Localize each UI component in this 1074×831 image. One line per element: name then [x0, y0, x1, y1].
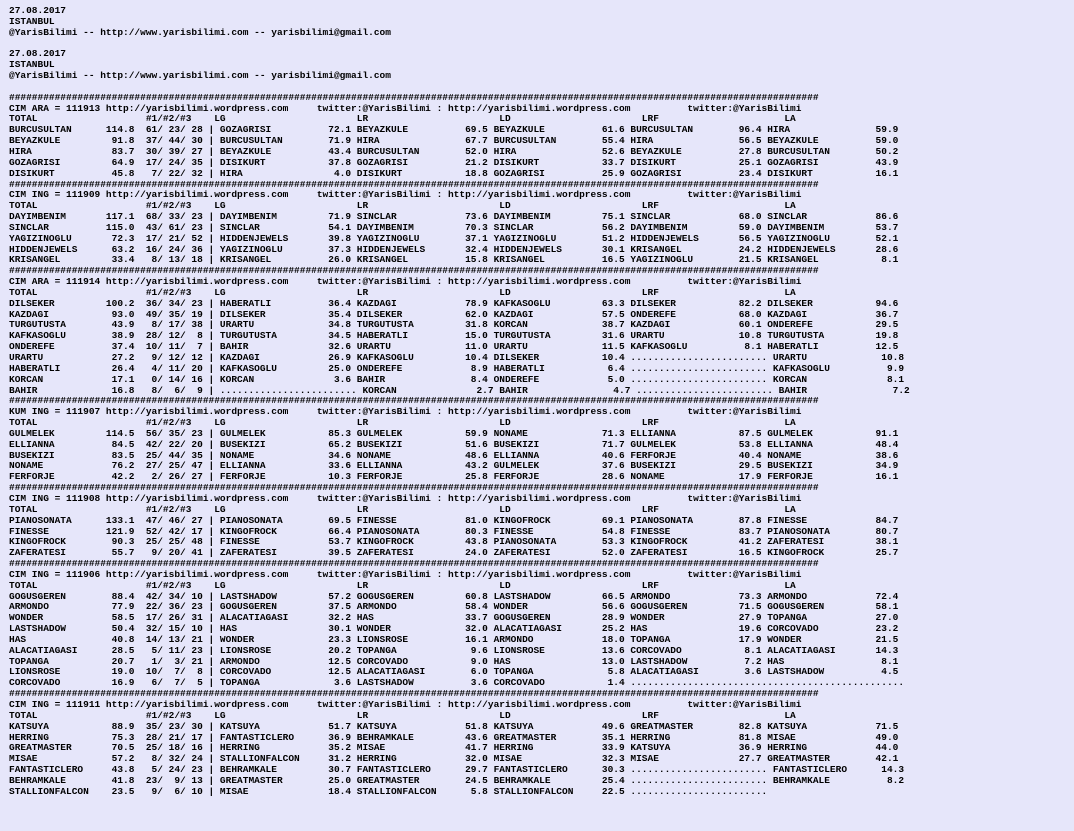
race-block: [9, 483, 1074, 559]
column-header: TOTAL #1/#2/#3 LG LR LD LRF LA: [9, 417, 796, 429]
table-row: PIANOSONATA 133.1 47/ 46/ 27 | PIANOSONATA 69.5 FINESSE 81.0 KINGOFROCK 69.1 PIANOSONATA 87.8 FINESSE 84.7: [9, 514, 899, 526]
table-row: FINESSE 121.9 52/ 42/ 17 | KINGOFROCK 66.4 PIANOSONATA 80.3 FINESSE 54.8 FINESSE 83.7 PIANOSONATA 80.7: [9, 525, 899, 537]
table-row: KAZDAGI 93.0 49/ 35/ 19 | DILSEKER 35.4 DILSEKER 62.0 KAZDAGI 57.5 ONDEREFE 68.0 KAZDAGI 36.7: [9, 308, 899, 320]
column-header: TOTAL #1/#2/#3 LG LR LD LRF LA: [9, 200, 796, 212]
table-row: STALLIONFALCON 23.5 9/ 6/ 10 | MISAE 18.4 STALLIONFALCON 5.8 STALLIONFALCON 22.5 ........................: [9, 785, 768, 797]
table-row: ONDEREFE 37.4 10/ 11/ 7 | BAHIR 32.6 URARTU 11.0 URARTU 11.5 KAFKASOGLU 8.1 HABERATLI 12.5: [9, 341, 899, 353]
table-row: HERRING 75.3 28/ 21/ 17 | FANTASTICLERO 36.9 BEHRAMKALE 43.6 GREATMASTER 35.1 HERRING 81.8 MISAE 49.0: [9, 731, 899, 743]
contact-line: @YarisBilimi -- http://www.yarisbilimi.com -- yarisbilimi@gmail.com: [9, 26, 391, 38]
separator-line: ##############################################################################################################################################: [9, 265, 819, 277]
column-header: TOTAL #1/#2/#3 LG LR LD LRF LA: [9, 113, 796, 125]
table-row: SINCLAR 115.0 43/ 61/ 23 | SINCLAR 54.1 DAYIMBENIM 70.3 SINCLAR 56.2 DAYIMBENIM 59.0 DAYIMBENIM 53.7: [9, 221, 899, 233]
table-row: ALACATIAGASI 28.5 5/ 11/ 23 | LIONSROSE 20.2 TOPANGA 9.6 LIONSROSE 13.6 CORCOVADO 8.1 ALACATIAGASI 14.3: [9, 644, 899, 656]
table-row: FANTASTICLERO 43.8 5/ 24/ 23 | BEHRAMKALE 30.7 FANTASTICLERO 29.7 FANTASTICLERO 30.3 ........................ FANTASTICLERO 14.3: [9, 764, 905, 776]
city-line: ISTANBUL: [9, 15, 55, 27]
race-title: CIM ING = 111908 http://yarisbilimi.wordpress.com twitter:@YarisBilimi : http://yarisbilimi.wordpress.com twitter:@YarisBilimi: [9, 492, 802, 504]
race-list: [9, 93, 1074, 798]
race-title: KUM ING = 111907 http://yarisbilimi.wordpress.com twitter:@YarisBilimi : http://yarisbilimi.wordpress.com twitter:@YarisBilimi: [9, 406, 802, 418]
table-row: BUSEKIZI 83.5 25/ 44/ 35 | NONAME 34.6 NONAME 48.6 ELLIANNA 40.6 FERFORJE 40.4 NONAME 38.6: [9, 449, 899, 461]
table-row: NONAME 76.2 27/ 25/ 47 | ELLIANNA 33.6 ELLIANNA 43.2 GULMELEK 37.6 BUSEKIZI 29.5 BUSEKIZI 34.9: [9, 460, 899, 472]
table-row: BURCUSULTAN 114.8 61/ 23/ 28 | GOZAGRISI 72.1 BEYAZKULE 69.5 BEYAZKULE 61.6 BURCUSULTAN 96.4 HIRA 59.9: [9, 124, 899, 136]
city-line: ISTANBUL: [9, 59, 55, 71]
race-block: [9, 559, 1074, 689]
column-header: TOTAL #1/#2/#3 LG LR LD LRF LA: [9, 709, 796, 721]
table-row: KRISANGEL 33.4 8/ 13/ 18 | KRISANGEL 26.0 KRISANGEL 15.8 KRISANGEL 16.5 YAGIZINOGLU 21.5 KRISANGEL 8.1: [9, 254, 899, 266]
race-title: CIM ING = 111906 http://yarisbilimi.wordpress.com twitter:@YarisBilimi : http://yarisbilimi.wordpress.com twitter:@YarisBilimi: [9, 568, 802, 580]
separator-line: ##############################################################################################################################################: [9, 91, 819, 103]
column-header: TOTAL #1/#2/#3 LG LR LD LRF LA: [9, 579, 796, 591]
separator-line: ##############################################################################################################################################: [9, 395, 819, 407]
table-row: DISIKURT 45.8 7/ 22/ 32 | HIRA 4.0 DISIKURT 18.8 GOZAGRISI 25.9 GOZAGRISI 23.4 DISIKURT 16.1: [9, 167, 899, 179]
table-row: YAGIZINOGLU 72.3 17/ 21/ 52 | HIDDENJEWELS 39.8 YAGIZINOGLU 37.1 YAGIZINOGLU 51.2 HIDDENJEWELS 56.5 YAGIZINOGLU 52.1: [9, 232, 899, 244]
table-row: HIDDENJEWELS 63.2 16/ 24/ 36 | YAGIZINOGLU 37.3 HIDDENJEWELS 32.4 HIDDENJEWELS 30.1 KRISANGEL 24.2 HIDDENJEWELS 28.6: [9, 243, 899, 255]
table-row: MISAE 57.2 8/ 32/ 24 | STALLIONFALCON 31.2 HERRING 32.0 MISAE 32.3 MISAE 27.7 GREATMASTER 42.1: [9, 753, 899, 765]
table-row: DAYIMBENIM 117.1 68/ 33/ 23 | DAYIMBENIM 71.9 SINCLAR 73.6 DAYIMBENIM 75.1 SINCLAR 68.0 SINCLAR 86.6: [9, 211, 899, 223]
race-block: [9, 689, 1074, 797]
separator-line: ##############################################################################################################################################: [9, 178, 819, 190]
table-row: TURGUTUSTA 43.9 8/ 17/ 38 | URARTU 34.8 TURGUTUSTA 31.8 KORCAN 38.7 KAZDAGI 60.1 ONDEREFE 29.5: [9, 319, 899, 331]
race-title: CIM ARA = 111914 http://yarisbilimi.wordpress.com twitter:@YarisBilimi : http://yarisbilimi.wordpress.com twitter:@YarisBilimi: [9, 276, 802, 288]
separator-line: ##############################################################################################################################################: [9, 482, 819, 494]
race-title: CIM ING = 111909 http://yarisbilimi.wordpress.com twitter:@YarisBilimi : http://yarisbilimi.wordpress.com twitter:@YarisBilimi: [9, 189, 802, 201]
table-row: GREATMASTER 70.5 25/ 18/ 16 | HERRING 35.2 MISAE 41.7 HERRING 33.9 KATSUYA 36.9 HERRING 44.0: [9, 742, 899, 754]
race-block: [9, 180, 1074, 267]
date-line: 27.08.2017: [9, 48, 67, 60]
table-row: HABERATLI 26.4 4/ 11/ 20 | KAFKASOGLU 25.0 ONDEREFE 8.9 HABERATLI 6.4 ........................ KAFKASOGLU 9.9: [9, 362, 905, 374]
table-row: KAFKASOGLU 38.9 28/ 12/ 8 | TURGUTUSTA 34.5 HABERATLI 15.0 TURGUTUSTA 31.6 URARTU 10.8 TURGUTUSTA 19.8: [9, 330, 899, 342]
table-row: FERFORJE 42.2 2/ 26/ 27 | FERFORJE 10.3 FERFORJE 25.8 FERFORJE 28.6 NONAME 17.9 FERFORJE 16.1: [9, 471, 899, 483]
header-block: [9, 6, 1074, 39]
table-row: GOGUSGEREN 88.4 42/ 34/ 10 | LASTSHADOW 57.2 GOGUSGEREN 60.8 LASTSHADOW 66.5 ARMONDO 73.3 ARMONDO 72.4: [9, 590, 899, 602]
separator-line: ##############################################################################################################################################: [9, 558, 819, 570]
table-row: URARTU 27.2 9/ 12/ 12 | KAZDAGI 26.9 KAFKASOGLU 10.4 DILSEKER 10.4 ........................ URARTU 10.8: [9, 352, 905, 363]
header-block: [9, 49, 1074, 82]
table-row: TOPANGA 20.7 1/ 3/ 21 | ARMONDO 12.5 CORCOVADO 9.0 HAS 13.0 LASTSHADOW 7.2 HAS 8.1: [9, 655, 899, 667]
date-line: 27.08.2017: [9, 5, 67, 16]
race-block: [9, 266, 1074, 396]
table-row: BEYAZKULE 91.8 37/ 44/ 30 | BURCUSULTAN 71.9 HIRA 67.7 BURCUSULTAN 55.4 HIRA 56.5 BEYAZKULE 59.0: [9, 135, 899, 147]
table-row: LIONSROSE 19.0 10/ 7/ 8 | CORCOVADO 12.5 ALACATIAGASI 6.0 TOPANGA 5.8 ALACATIAGASI 3.6 LASTSHADOW 4.5: [9, 666, 899, 678]
table-row: WONDER 58.5 17/ 26/ 31 | ALACATIAGASI 32.2 HAS 33.7 GOGUSGEREN 28.9 WONDER 27.9 TOPANGA 27.0: [9, 612, 899, 624]
column-header: TOTAL #1/#2/#3 LG LR LD LRF LA: [9, 503, 796, 515]
table-row: HAS 40.8 14/ 13/ 21 | WONDER 23.3 LIONSROSE 16.1 ARMONDO 18.0 TOPANGA 17.9 WONDER 21.5: [9, 633, 899, 645]
table-row: HIRA 83.7 30/ 39/ 27 | BEYAZKULE 43.4 BURCUSULTAN 52.0 HIRA 52.6 BEYAZKULE 27.8 BURCUSULTAN 50.2: [9, 145, 899, 157]
race-block: [9, 93, 1074, 180]
table-row: CORCOVADO 16.9 6/ 7/ 5 | TOPANGA 3.6 LASTSHADOW 3.6 CORCOVADO 1.4 ................................................: [9, 677, 905, 689]
race-title: CIM ING = 111911 http://yarisbilimi.wordpress.com twitter:@YarisBilimi : http://yarisbilimi.wordpress.com twitter:@YarisBilimi: [9, 699, 802, 710]
table-row: KATSUYA 88.9 35/ 23/ 30 | KATSUYA 51.7 KATSUYA 51.8 KATSUYA 49.6 GREATMASTER 82.8 KATSUYA 71.5: [9, 720, 899, 732]
table-row: LASTSHADOW 50.4 32/ 15/ 10 | HAS 30.1 WONDER 32.0 ALACATIAGASI 25.2 HAS 19.6 CORCOVADO 23.2: [9, 623, 899, 635]
table-row: KINGOFROCK 90.3 25/ 25/ 48 | FINESSE 53.7 KINGOFROCK 43.8 PIANOSONATA 53.3 KINGOFROCK 41.2 ZAFERATESI 38.1: [9, 536, 899, 548]
race-block: [9, 396, 1074, 483]
table-row: GOZAGRISI 64.9 17/ 24/ 35 | DISIKURT 37.8 GOZAGRISI 21.2 DISIKURT 33.7 DISIKURT 25.1 GOZAGRISI 43.9: [9, 156, 899, 168]
separator-line: ##############################################################################################################################################: [9, 688, 819, 700]
table-row: GULMELEK 114.5 56/ 35/ 23 | GULMELEK 85.3 GULMELEK 59.9 NONAME 71.3 ELLIANNA 87.5 GULMELEK 91.1: [9, 427, 899, 439]
table-row: ELLIANNA 84.5 42/ 22/ 20 | BUSEKIZI 65.2 BUSEKIZI 51.6 BUSEKIZI 71.7 GULMELEK 53.8 ELLIANNA 48.4: [9, 438, 899, 450]
race-title: CIM ARA = 111913 http://yarisbilimi.wordpress.com twitter:@YarisBilimi : http://yarisbilimi.wordpress.com twitter:@YarisBilimi: [9, 102, 802, 114]
column-header: TOTAL #1/#2/#3 LG LR LD LRF LA: [9, 286, 796, 298]
table-row: DILSEKER 100.2 36/ 34/ 23 | HABERATLI 36.4 KAZDAGI 78.9 KAFKASOGLU 63.3 DILSEKER 82.2 DILSEKER 94.6: [9, 297, 899, 309]
table-row: KORCAN 17.1 0/ 14/ 16 | KORCAN 3.6 BAHIR 8.4 ONDEREFE 5.0 ........................ KORCAN 8.1: [9, 373, 905, 385]
table-row: BAHIR 16.8 8/ 6/ 9 | ........................ KORCAN 2.7 BAHIR 4.7 ........................ BAHIR 7.2: [9, 384, 910, 396]
contact-line: @YarisBilimi -- http://www.yarisbilimi.com -- yarisbilimi@gmail.com: [9, 70, 391, 82]
table-row: ARMONDO 77.9 22/ 36/ 23 | GOGUSGEREN 37.5 ARMONDO 58.4 WONDER 56.6 GOGUSGEREN 71.5 GOGUSGEREN 58.1: [9, 601, 899, 613]
table-row: BEHRAMKALE 41.8 23/ 9/ 13 | GREATMASTER 25.0 GREATMASTER 24.5 BEHRAMKALE 25.4 ........................ BEHRAMKALE 8.2: [9, 774, 905, 786]
table-row: ZAFERATESI 55.7 9/ 20/ 41 | ZAFERATESI 39.5 ZAFERATESI 24.0 ZAFERATESI 52.0 ZAFERATESI 16.5 KINGOFROCK 25.7: [9, 547, 899, 559]
